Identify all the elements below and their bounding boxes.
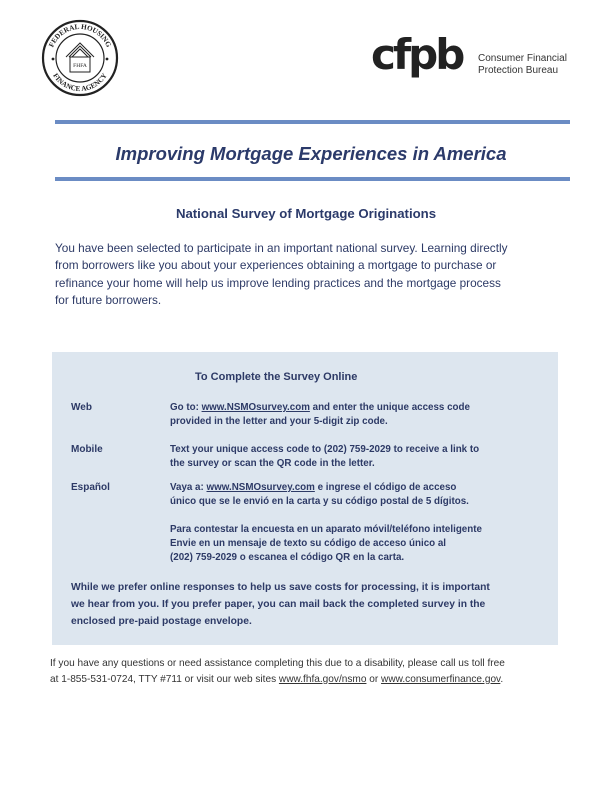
espanol-text: e ingrese el código de acceso <box>314 482 457 493</box>
survey-subtitle: National Survey of Mortgage Originations <box>175 206 437 221</box>
mobile-label: Mobile <box>71 444 103 455</box>
espanol-mobile-instructions <box>170 523 482 565</box>
mobile-instructions <box>170 443 479 471</box>
intro-line: refinance your home will help us improve lending practices and the mortgage process <box>55 275 501 290</box>
web-text-line2: provided in the letter and your 5-digit zip code. <box>170 416 388 427</box>
nsmo-survey-link-es[interactable]: www.NSMOsurvey.com <box>206 482 315 493</box>
footer-text: or <box>366 673 382 685</box>
fhfa-seal-logo <box>41 19 119 97</box>
cfpb-name-line1: Consumer Financial <box>478 53 567 64</box>
web-text: Go to: <box>170 402 202 413</box>
web-label: Web <box>71 402 92 413</box>
web-text: and enter the unique access code <box>309 402 470 413</box>
cfpb-logo <box>371 36 471 87</box>
footer-text: . <box>500 673 504 685</box>
box-heading: To Complete the Survey Online <box>195 371 358 383</box>
espanol-mobile-line: Para contestar la encuesta en un aparato móvil/teléfono inteligente <box>170 524 482 535</box>
mobile-text-line1: Text your unique access code to (202) 759-2029 to receive a link to <box>170 444 480 455</box>
page-title: Improving Mortgage Experiences in America <box>115 143 507 164</box>
top-divider <box>55 120 570 124</box>
svg-text:cfpb: cfpb <box>371 36 463 79</box>
paper-option-note <box>71 579 490 631</box>
espanol-text: Vaya a: <box>170 482 207 493</box>
footer-line1: If you have any questions or need assistance completing this due to a disability, please call us toll free <box>50 658 505 669</box>
intro-paragraph <box>55 240 508 310</box>
espanol-text-line2: único que se le envió en la carta y su código postal de 5 dígitos. <box>170 496 469 507</box>
intro-line: for future borrowers. <box>55 293 162 308</box>
mobile-text-line2: the survey or scan the QR code in the letter. <box>170 458 375 469</box>
espanol-label: Español <box>71 482 110 493</box>
closing-line: enclosed pre-paid postage envelope. <box>71 616 252 628</box>
nsmo-survey-link[interactable]: www.NSMOsurvey.com <box>201 402 310 413</box>
footer-text: at 1-855-531-0724, TTY #711 or visit our web sites <box>50 673 279 685</box>
cfpb-name <box>478 53 567 77</box>
fhfa-nsmo-link[interactable]: www.fhfa.gov/nsmo <box>278 673 367 685</box>
svg-text:FINANCE AGENCY: FINANCE AGENCY <box>51 71 109 94</box>
intro-line: from borrowers like you about your experiences obtaining a mortgage to purchase or <box>55 258 497 273</box>
closing-line: we hear from you. If you prefer paper, you can mail back the completed survey in the <box>71 599 486 611</box>
cfpb-name-line2: Protection Bureau <box>478 65 559 76</box>
espanol-mobile-line: (202) 759-2029 o escanea el código QR en la carta. <box>170 552 405 563</box>
espanol-instructions <box>170 481 469 509</box>
assistance-footer <box>50 656 505 687</box>
title-divider <box>55 177 570 181</box>
espanol-mobile-line: Envie en un mensaje de texto su código de acceso único al <box>170 538 447 549</box>
web-instructions <box>170 401 470 429</box>
intro-line: You have been selected to participate in an important national survey. Learning directly <box>55 241 508 255</box>
consumerfinance-link[interactable]: www.consumerfinance.gov <box>381 673 501 685</box>
closing-line: While we prefer online responses to help us save costs for processing, it is important <box>71 582 490 593</box>
svg-text:FHFA: FHFA <box>73 63 87 69</box>
svg-text:FEDERAL HOUSING: FEDERAL HOUSING <box>47 22 113 49</box>
